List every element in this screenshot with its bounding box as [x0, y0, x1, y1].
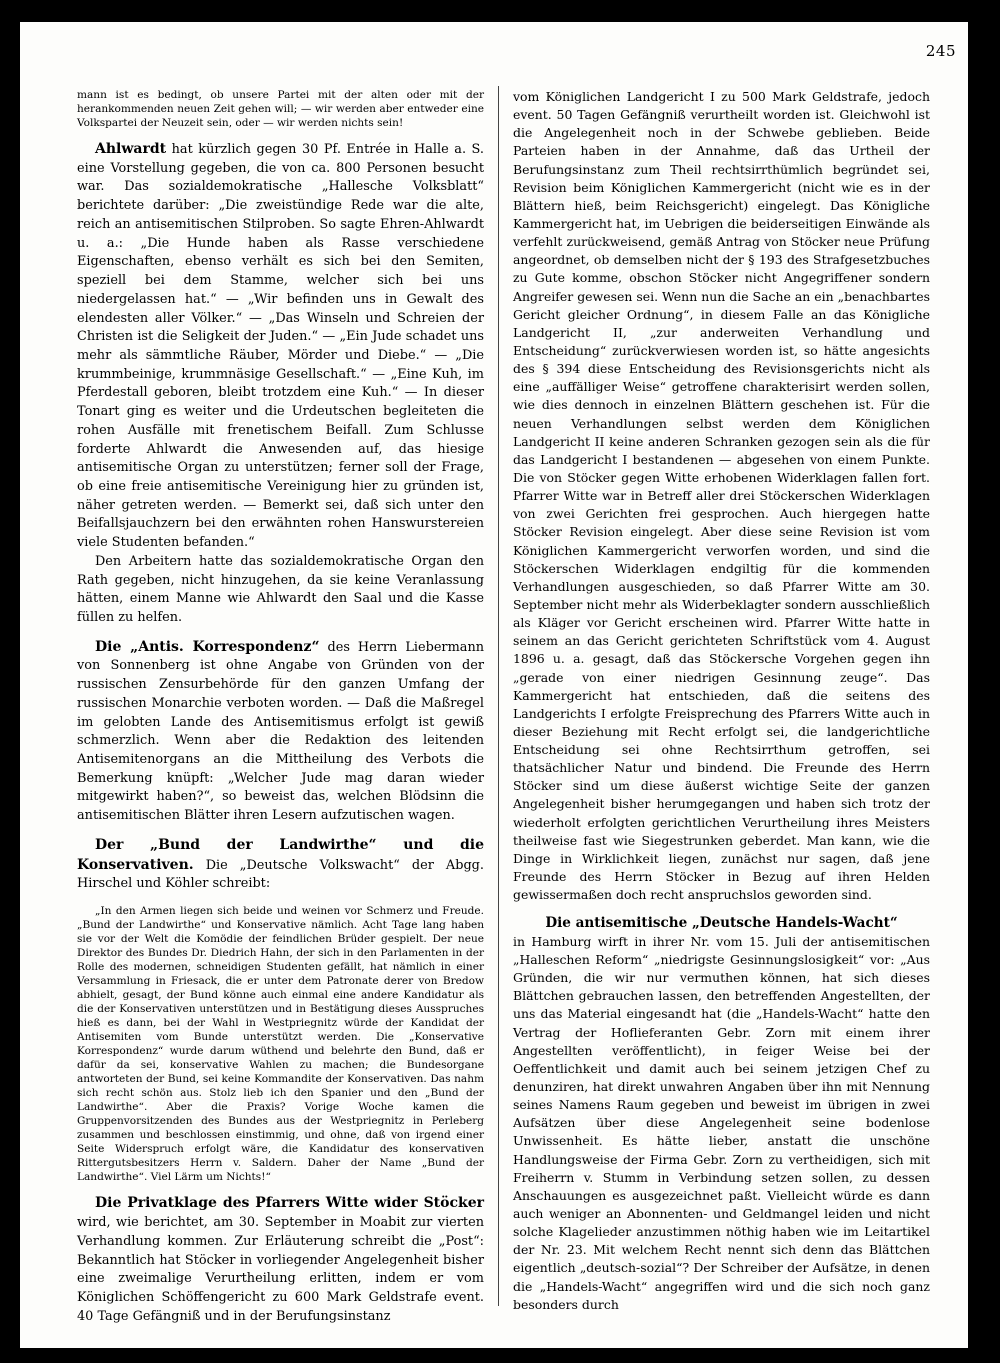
article-bund-der-landwirthe — [77, 836, 484, 1184]
article-privatklage — [77, 1194, 484, 1326]
article-ahlwardt — [77, 140, 484, 628]
article-heading: Der „Bund der Landwirthe“ und die Konservativen. — [77, 836, 484, 873]
article-heading: Die „Antis. Korrespondenz“ — [95, 638, 320, 655]
page-number: 245 — [925, 42, 956, 60]
article-heading: Die antisemitische „Deutsche Handels-Wacht“ — [545, 915, 898, 932]
article-paragraph: Den Arbeitern hatte das sozialdemokratische Organ den Rath gegeben, nicht hinzugehen, da sie keine Veranlassung hätten, einem Manne wie Ahlwardt den Saal und die Kasse füllen zu helfen. — [77, 553, 484, 626]
quote-text: „In den Armen liegen sich beide und weinen vor Schmerz und Freude. „Bund der Landwirthe“ und Konservative nämlich. Acht Tage lang haben sie vor der Welt die Komödie der feindlichen Brüder gespielt. Der neue Direktor des Bundes Dr. Diedrich Hahn, der sich in den Parlamenten in der Rolle des modernen, schneidigen Studenten gefällt, hat nämlich in einer Versammlung in Friesack, die er unter dem Patronate derer von Bredow abhielt, gesagt, der Bund könne auch einmal eine andere Kandidatur als die der Konservativen unterstützen und in Bestätigung dieses Ausspruches hieß es dann, bei der Wahl in Westpriegnitz würde der Kandidat der Antisemiten vom Bunde unterstützt werden. Die „Konservative Korrespondenz“ wurde darum wüthend und belehrte den Bund, daß er dafür da sei, konservative Wahlen zu machen; die Bundesorgane antworteten der Bund, sei keine Kommandite der Konservativen. Das nahm sich recht schön aus. Stolz lieb ich den Spanier und den „Bund der Landwirthe“. Aber die Praxis? Vorige Woche kamen die Gruppenvorsitzenden des Bundes aus der Westpriegnitz in Perleberg zusammen und beschlossen einstimmig, und ohne, daß von irgend einer Seite Widerspruch erfolgt wäre, die Kandidatur des konservativen Rittergutsbesitzers Herrn v. Saldern. Daher der Name „Bund der Landwirthe“. Viel Lärm um Nichts!“ — [77, 905, 484, 1184]
block-quote — [77, 904, 484, 1184]
article-body: in Hamburg wirft in ihrer Nr. vom 15. Juli der antisemitischen „Halleschen Reform“ „niedrigste Gesinnungslosigkeit“ vor: „Aus Gründen, die wir nur vermuthen können, hat sich dieses Blättchen gebrauchen lassen, den betreffenden Angestellten, der uns das Material eingesandt hat (die „Handels-Wacht“ hatte den Vertrag der Hoflieferanten Gebr. Zorn mit einem ihrer Angestellten veröffentlicht), in feiger Weise bei der Oeffentlichkeit und damit auch bei seinem jetzigen Chef zu denunziren, hat direkt unwahren Angaben über ihn mit Nennung seines Namens Raum gegeben und beweist im übrigen in zwei Aufsätzen über diese Angelegenheit seine bodenlose Unwissenheit. Es hätte lieber, anstatt die unschöne Handlungsweise der Firma Gebr. Zorn zu vertheidigen, sich mit Freiherrn v. Stumm in Verbindung setzen sollen, zu dessen Anschauungen es ausgezeichnet paßt. Vielleicht würde es dann auch weniger an Abonnenten- und Geldmangel leiden und nicht solche Klagelieder anzustimmen nöthig haben wie im Leitartikel der Nr. 23. Mit welchem Recht nennt sich denn das Blättchen eigentlich „deutsch-sozial“? Der Schreiber der Aufsätze, in denen die „Handels-Wacht“ angegriffen wird und die sich noch ganz besonders durch — [513, 933, 930, 1312]
article-heading: Die Privatklage des Pfarrers Witte wider Stöcker — [95, 1195, 484, 1212]
article-antis-korrespondenz — [77, 638, 484, 826]
right-column — [513, 88, 930, 1314]
article-body: des Herrn Liebermann von Sonnenberg ist ohne Angabe von Gründen von der russischen Zensurbehörde für den ganzen Umfang der russischen Monarchie verboten worden. — Daß die Maßregel im gelobten Lande des Antisemitismus erfolgt ist gewiß schmerzlich. Wenn aber die Redaktion des leitenden Antisemitenorgans an die Mittheilung des Verbots die Bemerkung knüpft: „Welcher Jude mag daran wieder mitgewirkt haben?“, so beweist das, welchen Blödsinn die antisemitischen Blätter ihren Lesern aufzutischen wagen. — [77, 639, 485, 824]
article-body: Die „Deutsche Volkswacht“ der Abgg. Hirschel und Köhler schreibt: — [77, 857, 484, 892]
left-column — [77, 88, 484, 1326]
article-handels-wacht — [513, 914, 930, 1314]
column-divider — [498, 86, 499, 1306]
article-heading: Ahlwardt — [95, 141, 167, 158]
intro-paragraph: mann ist es bedingt, ob unsere Partei mit der alten oder mit der herankommenden neuen Zeit gehen will; — wir werden aber entweder eine Volkspartei der Neuzeit sein, oder — wir werden nichts sein! — [77, 89, 484, 130]
article-body: hat kürzlich gegen 30 Pf. Entrée in Halle a. S. eine Vorstellung gegeben, die von ca. 800 Personen besucht war. Das sozialdemokratische „Hallesche Volksblatt“ berichtete darüber: „Die zweistündige Rede war die alte, reich an antisemitischen Stilproben. So sagte Ehren-Ahlwardt u. a.: „Die Hunde haben als Rasse verschiedene Eigenschaften, ebenso verhält es sich bei den Semiten, speziell bei dem Stamme, welcher sich bei uns niedergelassen hat.“ — „Wir befinden uns in Gewalt des elendesten aller Völker.“ — „Das Winseln und Schreien der Christen ist die Seligkeit der Juden.“ — „Ein Jude schadet uns mehr als sämmtliche Räuber, Mörder und Diebe.“ — „Die krummbeinige, krummnäsige Gesellschaft.“ — „Eine Kuh, im Pferdestall geboren, bleibt trotzdem eine Kuh.“ — In dieser Tonart ging es weiter und die Urdeutschen begleiteten die rohen Ausfälle mit frenetischem Beifall. Zum Schlusse forderte Ahlwardt die Anwesenden auf, das hiesige antisemitische Organ zu unterstützen; ferner soll der Frage, ob eine freie antisemitische Vereinigung hier zu gründen ist, näher getreten werden. — Bemerkt sei, daß sich unter den Beifallsjauchzern bei den erwähnten rohen Hanswurstereien viele Studenten befanden.“ — [77, 142, 484, 551]
article-body: wird, wie berichtet, am 30. September in Moabit zur vierten Verhandlung kommen. Zur Erläuterung schreibt die „Post“: Bekanntlich hat Stöcker in vorliegender Angelegenheit bisher eine zweimalige Verurtheilung erlitten, indem er vom Königlichen Schöffengericht zu 600 Mark Geldstrafe event. 40 Tage Gefängniß und in der Berufungsinstanz — [77, 1215, 484, 1324]
continued-paragraph: vom Königlichen Landgericht I zu 500 Mark Geldstrafe, jedoch event. 50 Tagen Gefängniß verurtheilt worden ist. Gleichwohl ist die Angelegenheit noch in der Schwebe geblieben. Beide Parteien haben in der Annahme, daß das Urtheil der Berufungsinstanz zum Theil rechtsirrthümlich begründet sei, Revision beim Königlichen Kammergericht (nicht wie es in der Blättern hieß, beim Reichsgericht) eingelegt. Das Königliche Kammergericht hat, im Uebrigen die beiderseitigen Einwände als verfehlt zurückweisend, gemäß Antrag von Stöcker neue Prüfung angeordnet, ob demselben nicht der § 193 des Strafgesetzbuches zu Gute komme, obschon Stöcker nicht Angegriffener sondern Angreifer gewesen sei. Wenn nun die Sache an ein „benachbartes Gericht gleicher Ordnung“, in diesem Falle an das Königliche Landgericht II, „zur anderweiten Verhandlung und Entscheidung“ zurückverwiesen worden ist, so hätte angesichts des § 394 diese Entscheidung des Revisionsgerichts nicht als eine „auffälliger Weise“ getroffene charakterisirt werden sollen, wie dies dennoch in einzelnen Blättern geschehen ist. Für die neuen Verhandlungen selbst werden dem Königlichen Landgericht II keine anderen Schranken gezogen sein als die für das Landgericht I bestandenen — abgesehen von einem Punkte. Die von Stöcker gegen Witte erhobenen Widerklagen fallen fort. Pfarrer Witte war in Betreff aller drei Stöckerschen Widerklagen von zwei Gerichten frei gesprochen. Auch hiergegen hatte Stöcker Revision eingelegt. Aber diese seine Revision ist vom Königlichen Kammergericht verworfen worden, und sind die Stöckerschen Widerklagen endgiltig für die kommenden Verhandlungen ausgeschieden, so daß Pfarrer Witte am 30. September nicht mehr als Widerbeklagter sondern ausschließlich als Kläger vor Gericht erscheinen wird. Pfarrer Witte hatte in seinem an das Gericht gerichteten Schriftstück vom 4. August 1896 u. a. gesagt, daß das Stöckersche Vorgehen gegen ihn „gerade von einer niedrigen Gesinnung zeuge“. Das Kammergericht hat entschieden, daß die seitens des Landgerichts I erfolgte Freisprechung des Pfarrers Witte auch in dieser Beziehung mit Recht erfolgt sei, die landgerichtliche Entscheidung sei ohne Rechtsirrthum getroffen, sei thatsächlicher Natur und bindend. Die Freunde des Herrn Stöcker sind um diese äußerst wichtige Seite der ganzen Angelegenheit bisher herumgegangen und haben sich trotz der wiederholt erfolgten gerichtlichen Verurtheilung ihres Meisters theilweise fast wie Siegestrunken geberdet. Man kann, wie die Dinge in Wirklichkeit liegen, zunächst nur sagen, daß jene Freunde des Herrn Stöcker in Bezug auf ihren Helden gewissermaßen doch recht anspruchslos geworden sind. — [513, 89, 930, 903]
newspaper-page — [20, 22, 968, 1348]
